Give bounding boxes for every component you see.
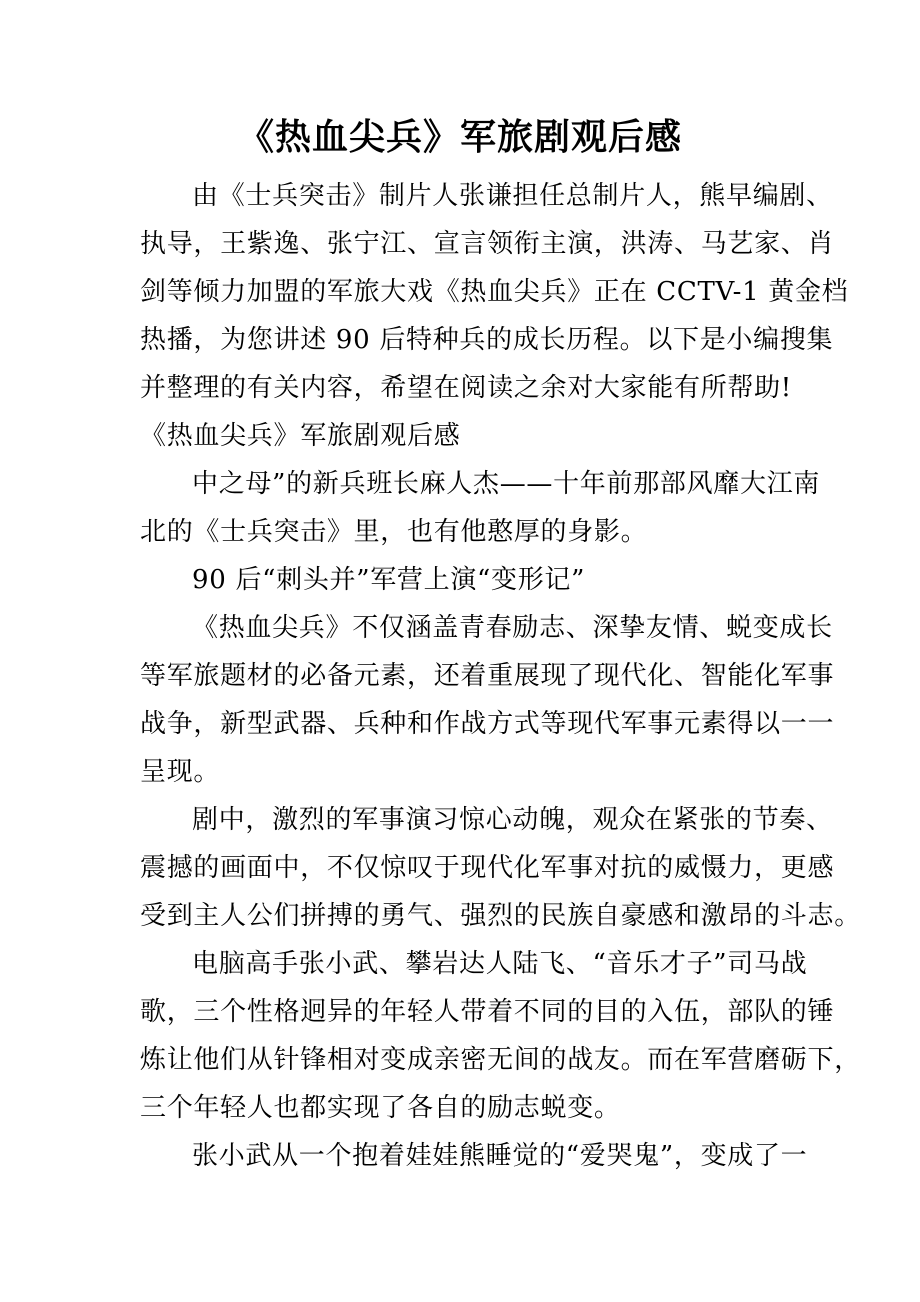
text-line: 歌，三个性格迥异的年轻人带着不同的目的入伍，部队的锤 xyxy=(140,997,835,1027)
text-line: 受到主人公们拼搏的勇气、强烈的民族自豪感和激昂的斗志。 xyxy=(140,901,861,931)
text-line: 90 后“刺头并”军营上演“变形记” xyxy=(192,565,586,595)
paragraph xyxy=(140,172,849,412)
text-line: 《热血尖兵》军旅剧观后感 xyxy=(140,421,461,451)
section-heading xyxy=(140,412,800,460)
text-line: 张小武从一个抱着娃娃熊睡觉的“爱哭鬼”，变成了一 xyxy=(192,1141,808,1171)
text-line: 北的《士兵突击》里，也有他憨厚的身影。 xyxy=(140,517,648,547)
document-body xyxy=(140,172,861,1180)
text-line: 执导，王紫逸、张宁江、宣言领衔主演，洪涛、马艺家、肖 xyxy=(140,229,835,259)
text-line: 战争，新型武器、兵种和作战方式等现代军事元素得以一一 xyxy=(140,709,835,739)
paragraph xyxy=(140,460,821,556)
text-line: 热播，为您讲述 90 后特种兵的成长历程。以下是小编搜集 xyxy=(140,325,834,355)
text-line: 震撼的画面中，不仅惊叹于现代化军事对抗的威慑力，更感 xyxy=(140,853,835,883)
paragraph xyxy=(140,556,800,604)
text-line: 三个年轻人也都实现了各自的励志蜕变。 xyxy=(140,1093,621,1123)
paragraph xyxy=(140,604,835,796)
text-line: 《热血尖兵》不仅涵盖青春励志、深挚友情、蜕变成长 xyxy=(192,613,833,643)
text-line: 剧中，激烈的军事演习惊心动魄，观众在紧张的节奏、 xyxy=(192,805,833,835)
text-line: 由《士兵突击》制片人张谦担任总制片人，熊早编剧、 xyxy=(192,181,833,211)
text-line: 并整理的有关内容，希望在阅读之余对大家能有所帮助! xyxy=(140,373,792,403)
text-line: 等军旅题材的必备元素，还着重展现了现代化、智能化军事 xyxy=(140,661,835,691)
document-title: 《热血尖兵》军旅剧观后感 xyxy=(237,116,682,158)
text-line: 电脑高手张小武、攀岩达人陆飞、“音乐才子”司马战 xyxy=(192,949,808,979)
text-line: 呈现。 xyxy=(140,757,221,787)
paragraph xyxy=(140,940,861,1132)
paragraph xyxy=(140,1132,808,1180)
text-line: 剑等倾力加盟的军旅大戏《热血尖兵》正在 CCTV-1 黄金档 xyxy=(140,277,849,307)
text-line: 炼让他们从针锋相对变成亲密无间的战友。而在军营磨砺下， xyxy=(140,1045,861,1075)
text-line: 中之母”的新兵班长麻人杰——十年前那部风靡大江南 xyxy=(192,469,821,499)
paragraph xyxy=(140,796,861,940)
